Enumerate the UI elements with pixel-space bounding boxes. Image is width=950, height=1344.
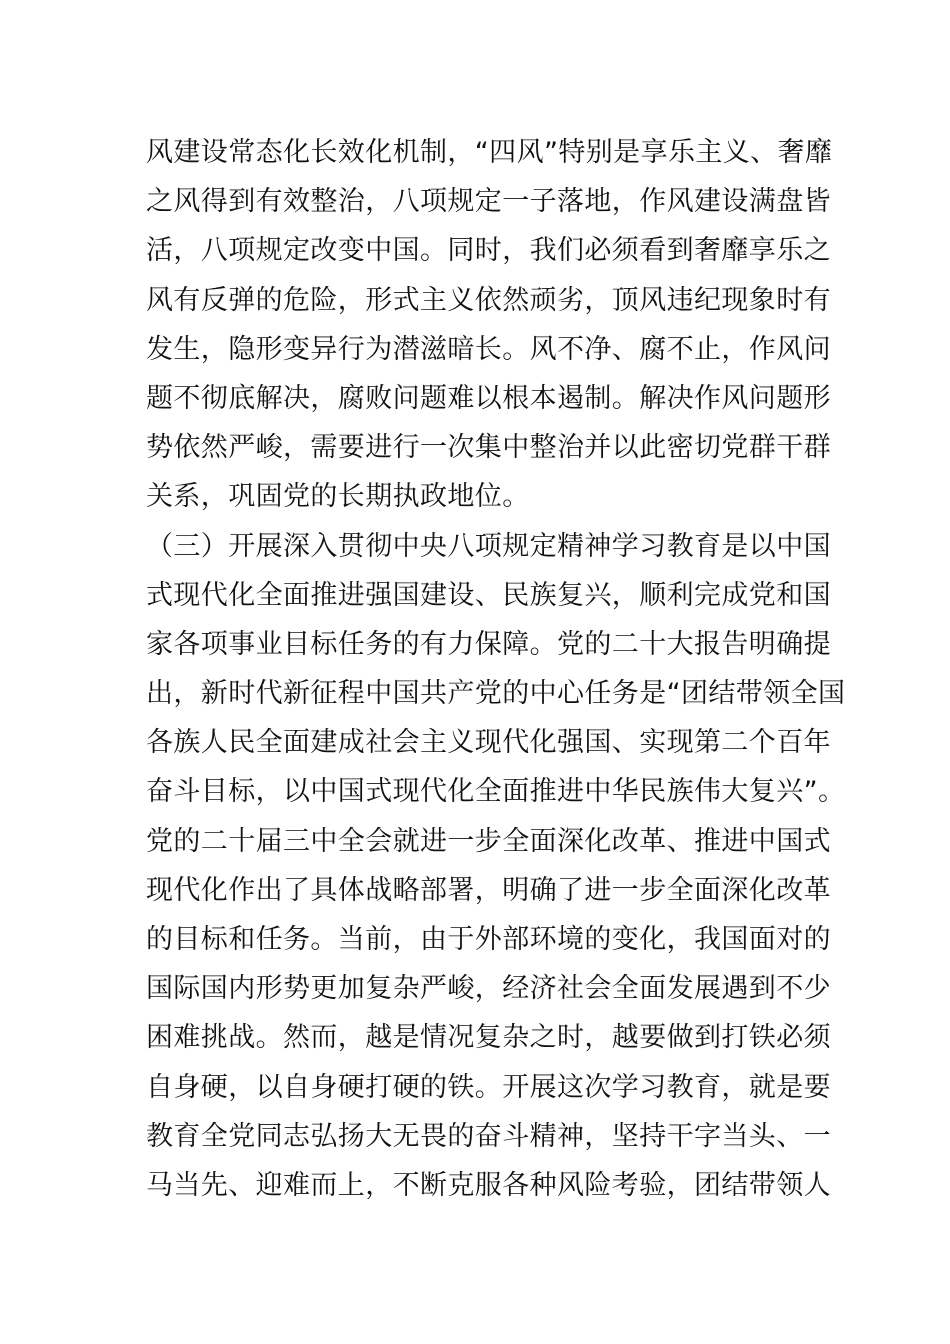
text-line: 各族人民全面建成社会主义现代化强国、实现第二个百年 xyxy=(146,727,831,759)
text-line: 现代化作出了具体战略部署，明确了进一步全面深化改革 xyxy=(146,874,831,906)
text-line: 国际国内形势更加复杂严峻，经济社会全面发展遇到不少 xyxy=(146,973,831,1005)
text-line: 活，八项规定改变中国。同时，我们必须看到奢靡享乐之 xyxy=(146,235,831,267)
text-line: 的目标和任务。当前，由于外部环境的变化，我国面对的 xyxy=(146,924,831,955)
text-line: 式现代化全面推进强国建设、民族复兴，顺利完成党和国 xyxy=(146,579,831,611)
text-line: 奋斗目标，以中国式现代化全面推进中华民族伟大复兴”。 xyxy=(146,776,846,808)
body-text xyxy=(146,128,846,1210)
text-line: 风有反弹的危险，形式主义依然顽劣，顶风违纪现象时有 xyxy=(146,284,831,316)
text-line: 困难挑战。然而，越是情况复杂之时，越要做到打铁必须 xyxy=(146,1022,831,1054)
text-line: 党的二十届三中全会就进一步全面深化改革、推进中国式 xyxy=(146,825,831,857)
text-line: 出，新时代新征程中国共产党的中心任务是“团结带领全国 xyxy=(146,678,846,710)
text-line: 关系，巩固党的长期执政地位。 xyxy=(146,481,530,513)
text-line: 自身硬，以自身硬打硬的铁。开展这次学习教育，就是要 xyxy=(146,1071,831,1103)
text-line: 势依然严峻，需要进行一次集中整治并以此密切党群干群 xyxy=(146,432,831,464)
text-line: 教育全党同志弘扬大无畏的奋斗精神，坚持干字当头、一 xyxy=(146,1120,831,1152)
text-line: 题不彻底解决，腐败问题难以根本遏制。解决作风问题形 xyxy=(146,382,831,414)
text-line: 之风得到有效整治，八项规定一子落地，作风建设满盘皆 xyxy=(146,186,831,218)
section-heading-line: （三）开展深入贯彻中央八项规定精神学习教育是以中国 xyxy=(146,530,831,562)
text-line: 家各项事业目标任务的有力保障。党的二十大报告明确提 xyxy=(146,628,831,660)
text-line: 发生，隐形变异行为潜滋暗长。风不净、腐不止，作风问 xyxy=(146,333,831,365)
text-line: 风建设常态化长效化机制，“四风”特别是享乐主义、奢靡 xyxy=(146,137,833,168)
text-line: 马当先、迎难而上，不断克服各种风险考验，团结带领人 xyxy=(146,1169,831,1201)
